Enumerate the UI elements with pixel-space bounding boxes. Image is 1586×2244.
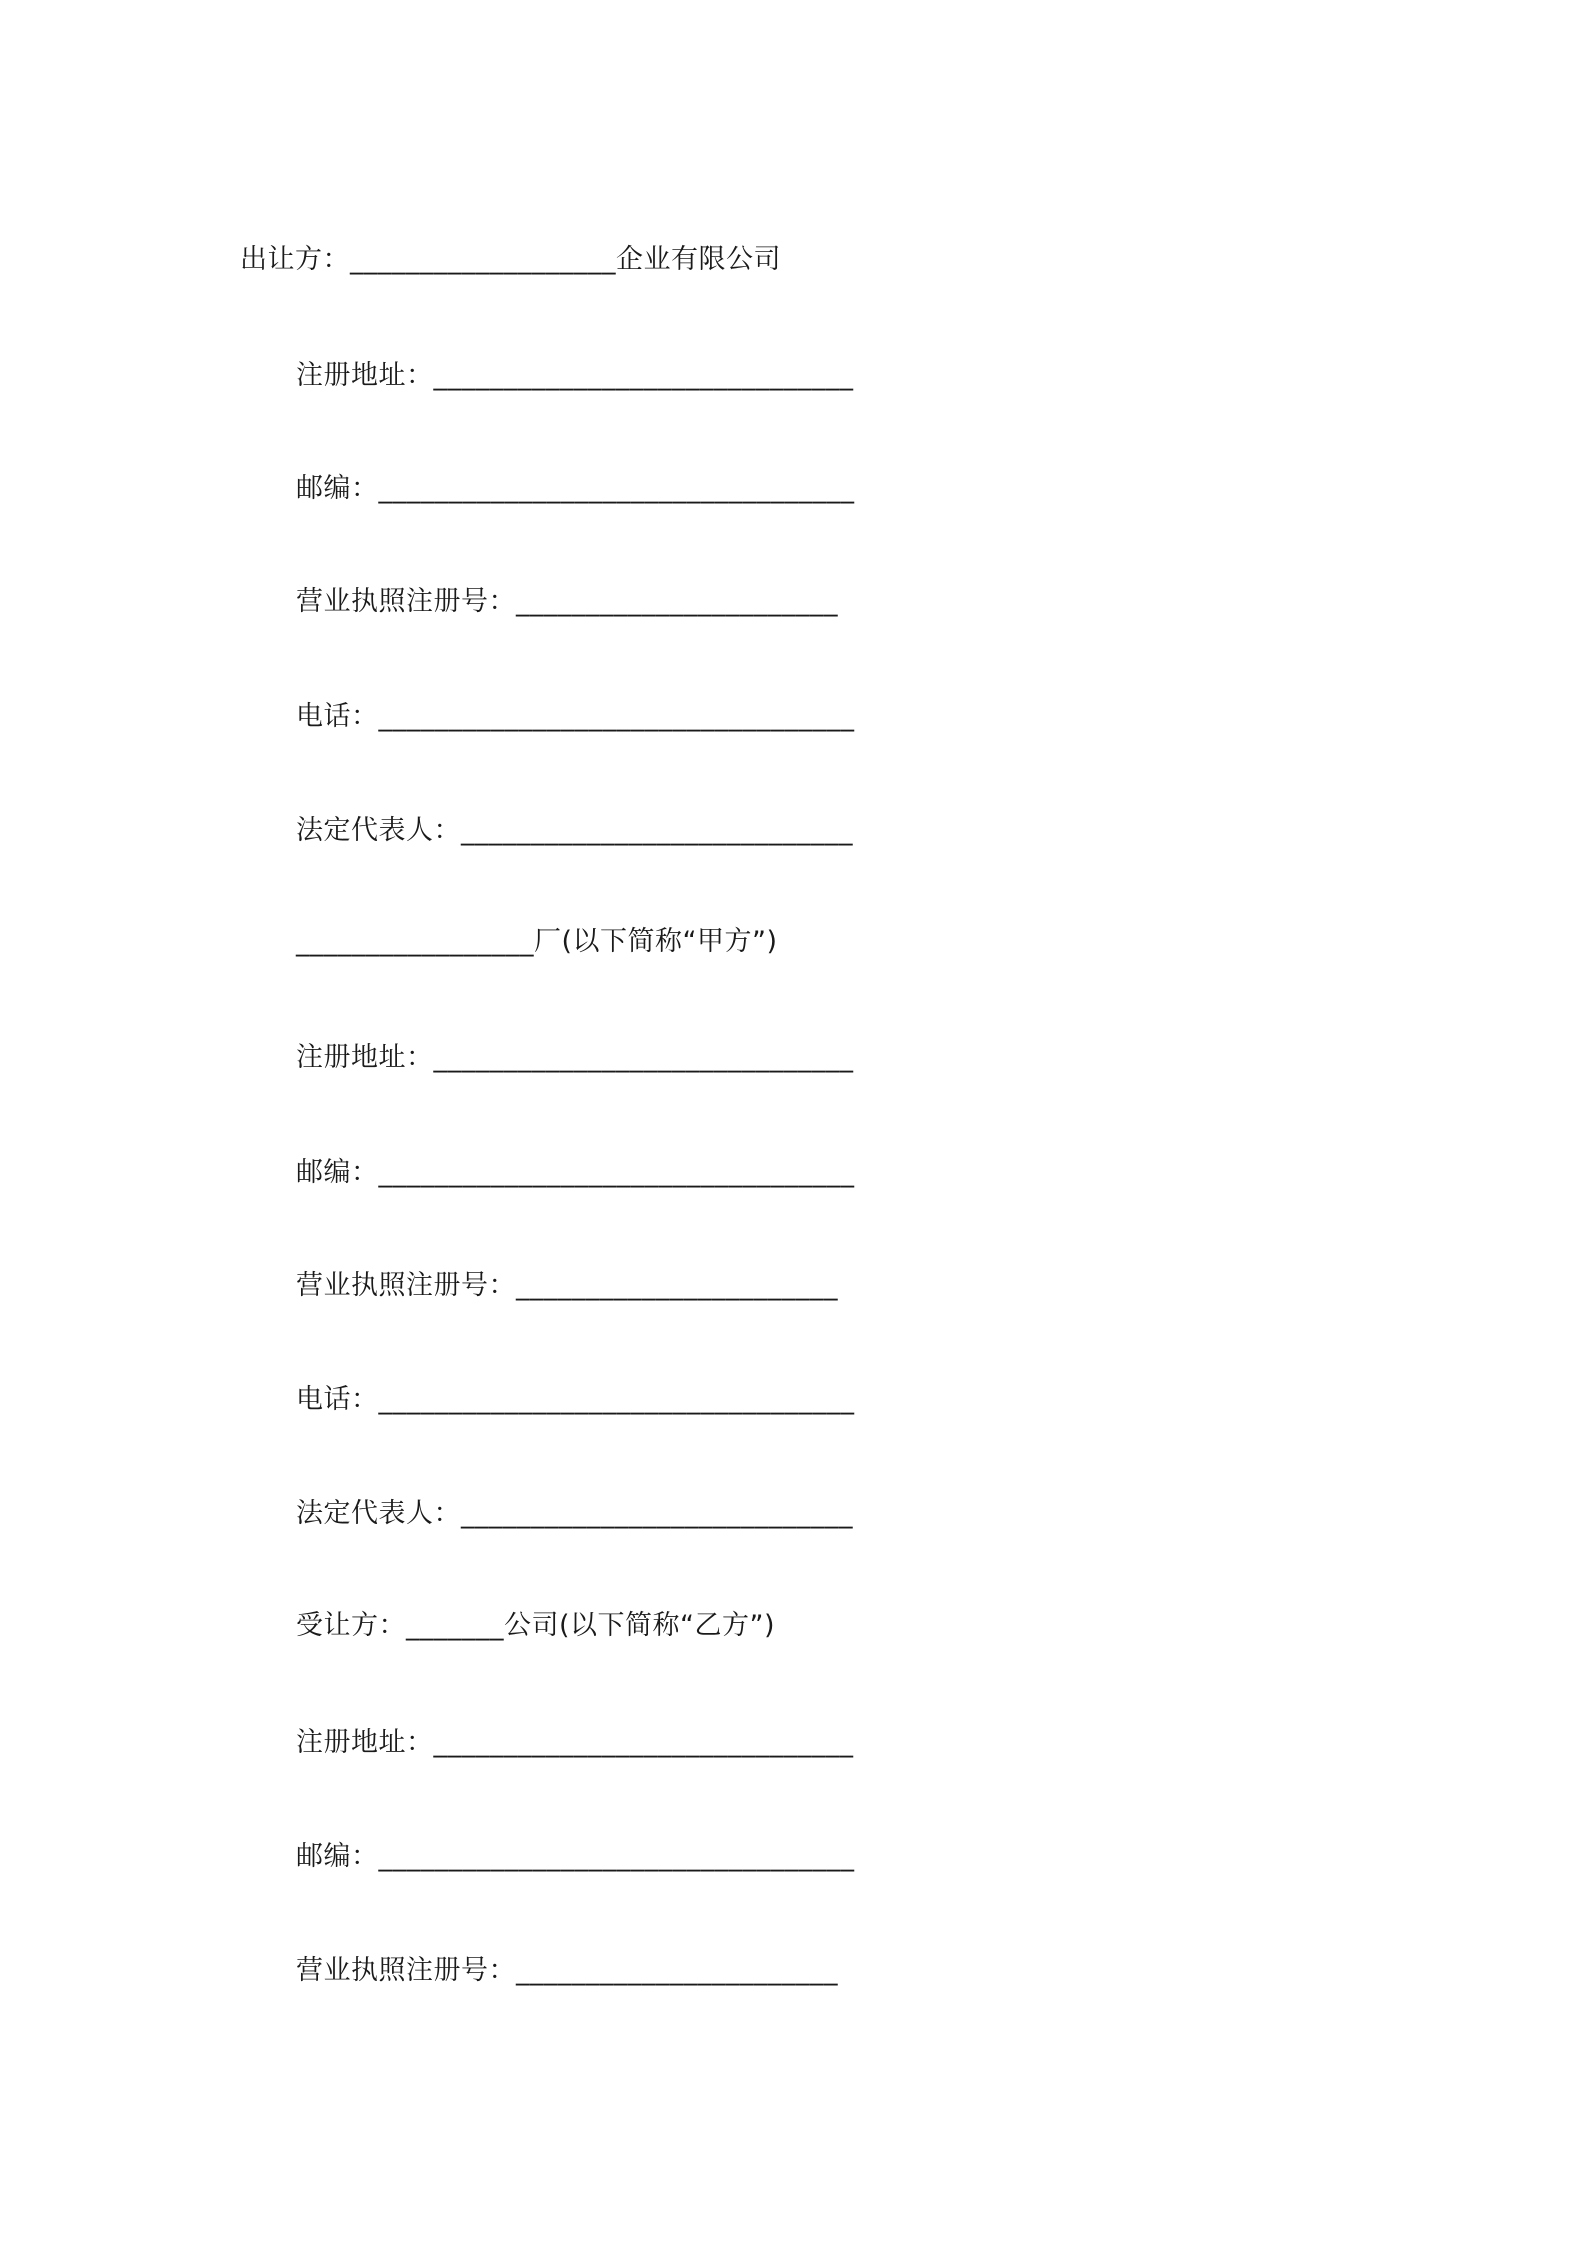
assignee-party-b-line: 受让方：_______公司(以下简称“乙方”) bbox=[296, 1610, 776, 1641]
assignor-address-line: 注册地址：______________________________ bbox=[296, 360, 854, 391]
assignor-line: 出让方：___________________企业有限公司 bbox=[240, 244, 781, 275]
assignor-postcode-line: 邮编：__________________________________ bbox=[296, 473, 855, 504]
assignor-phone-line: 电话：__________________________________ bbox=[296, 701, 855, 732]
party-a-address-line: 注册地址：______________________________ bbox=[296, 1042, 854, 1073]
assignor-license-line: 营业执照注册号：_______________________ bbox=[296, 586, 838, 617]
party-a-phone-line: 电话：__________________________________ bbox=[296, 1384, 855, 1415]
factory-party-a-line: _________________厂(以下简称“甲方”) bbox=[296, 926, 778, 957]
party-b-address-line: 注册地址：______________________________ bbox=[296, 1727, 854, 1758]
party-a-license-line: 营业执照注册号：_______________________ bbox=[296, 1270, 838, 1301]
party-b-postcode-line: 邮编：__________________________________ bbox=[296, 1841, 855, 1872]
assignor-representative-line: 法定代表人：____________________________ bbox=[296, 815, 853, 846]
party-b-license-line: 营业执照注册号：_______________________ bbox=[296, 1955, 838, 1986]
party-a-representative-line: 法定代表人：____________________________ bbox=[296, 1498, 853, 1529]
party-a-postcode-line: 邮编：__________________________________ bbox=[296, 1157, 855, 1188]
